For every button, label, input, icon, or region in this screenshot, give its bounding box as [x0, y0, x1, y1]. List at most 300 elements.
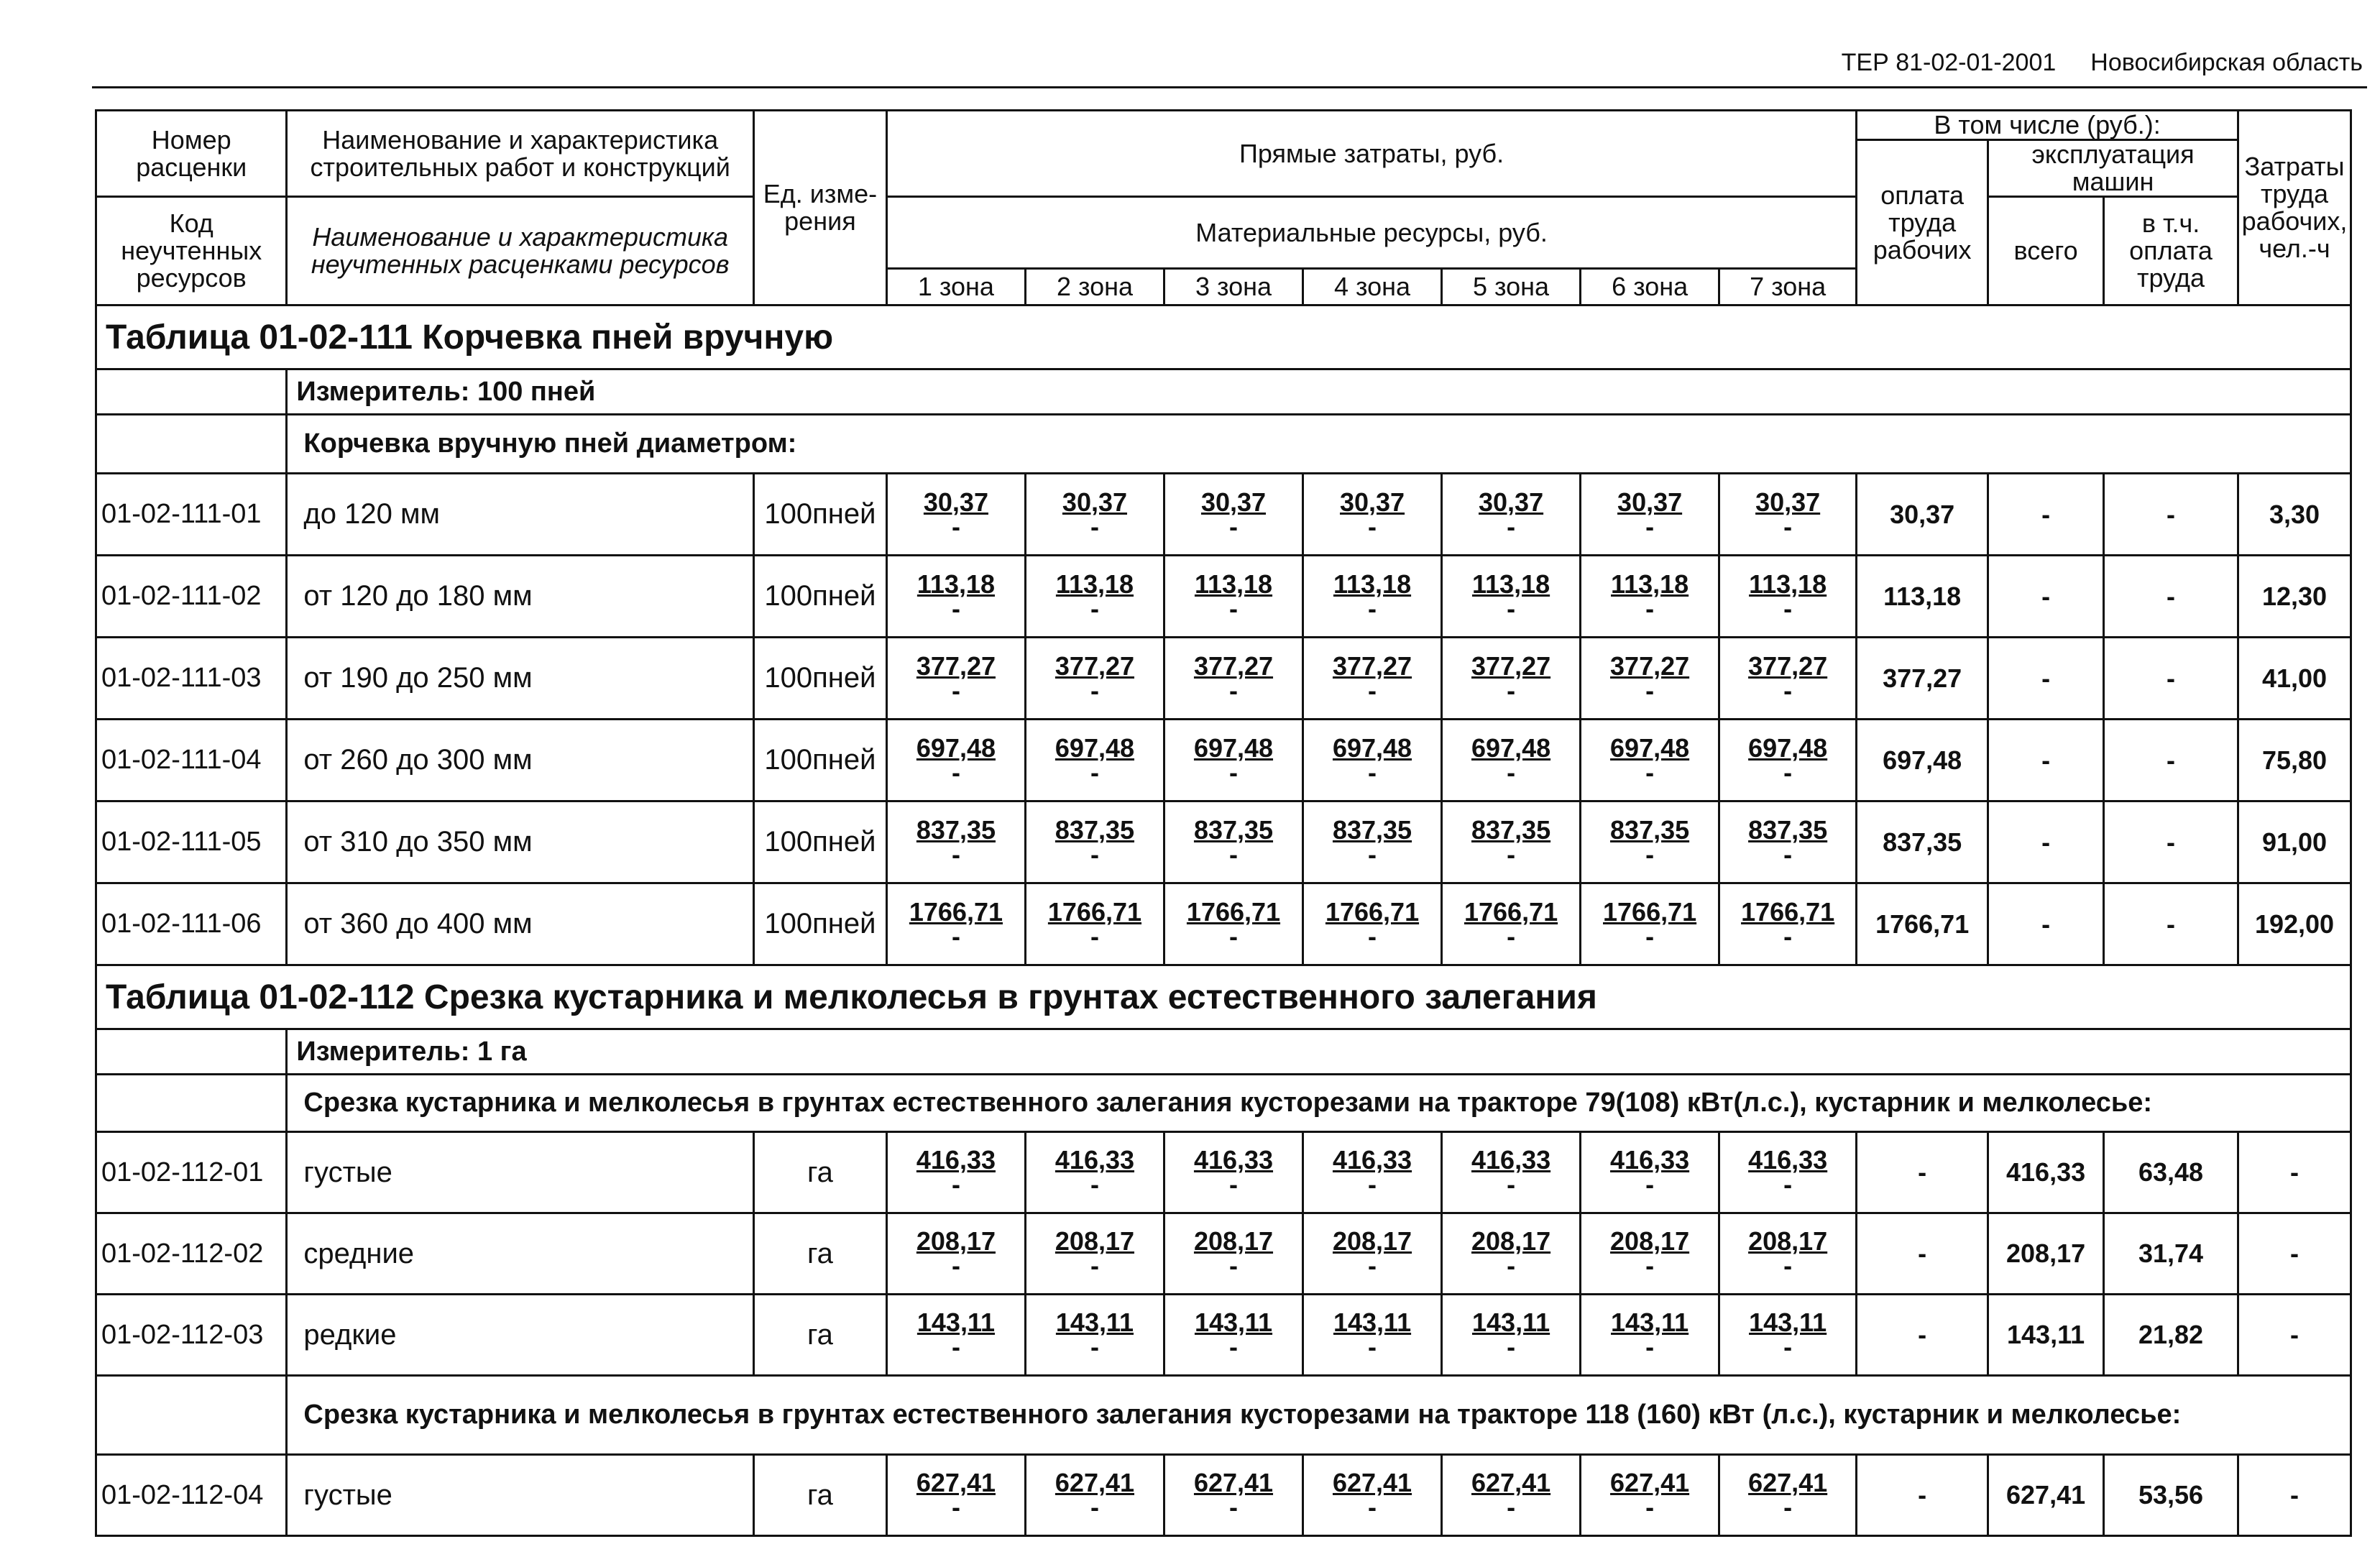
zone-sub-value: - — [1645, 1170, 1655, 1199]
rate-unit: 100пней — [753, 801, 886, 883]
labor-costs-value: - — [2238, 1213, 2351, 1295]
zone-sub-value: - — [1507, 511, 1516, 541]
zone-header: 6 зона — [1581, 269, 1719, 305]
zone-value-cell — [1442, 883, 1581, 965]
machines-total-value: - — [1988, 474, 2104, 556]
zone-value-cell — [1164, 1455, 1302, 1536]
zone-value-cell — [1719, 720, 1857, 801]
machines-labor-value: 21,82 — [2104, 1295, 2238, 1376]
zone-value: 416,33 — [916, 1145, 996, 1175]
machines-labor-value: - — [2104, 474, 2238, 556]
zone-sub-value: - — [1783, 675, 1793, 705]
table-row — [96, 1455, 2351, 1536]
zone-sub-value: - — [1645, 1492, 1655, 1522]
labor-pay-value: 30,37 — [1857, 474, 1988, 556]
zone-value: 377,27 — [1471, 651, 1551, 681]
zone-sub-value: - — [1090, 921, 1099, 951]
zone-value: 113,18 — [916, 569, 995, 599]
zone-value: 113,18 — [1055, 569, 1134, 599]
zone-value: 627,41 — [1193, 1468, 1274, 1497]
zone-sub-value: - — [951, 1492, 960, 1522]
zone-value: 1766,71 — [1047, 896, 1142, 927]
table-row — [96, 883, 2351, 965]
zone-sub-value: - — [1368, 511, 1377, 541]
col-material-resources: Материальные ресурсы, руб. — [886, 197, 1856, 269]
zone-sub-value: - — [1507, 675, 1516, 705]
zone-value: 30,37 — [1062, 487, 1128, 517]
col-direct-costs: Прямые затраты, руб. — [886, 111, 1856, 197]
zone-header: 3 зона — [1164, 269, 1302, 305]
machines-total-value: - — [1988, 720, 2104, 801]
rate-code: 01-02-111-01 — [96, 474, 287, 556]
zone-sub-value: - — [1090, 1492, 1099, 1522]
zone-value: 113,18 — [1194, 569, 1273, 599]
group-heading-row — [96, 1075, 2351, 1132]
zone-value: 837,35 — [916, 814, 996, 845]
rate-code: 01-02-111-06 — [96, 883, 287, 965]
group-heading-row — [96, 415, 2351, 474]
zone-value: 113,18 — [1472, 569, 1550, 599]
labor-costs-value: 91,00 — [2238, 801, 2351, 883]
group-heading: Корчевка вручную пней диаметром: — [287, 415, 2351, 474]
table-title: Таблица 01-02-111 Корчевка пней вручную — [96, 305, 2351, 369]
zone-value: 416,33 — [1193, 1145, 1274, 1175]
zone-value: 143,11 — [1333, 1308, 1412, 1337]
zone-value-cell — [1303, 556, 1442, 638]
zone-sub-value: - — [1229, 839, 1238, 869]
zone-sub-value: - — [1645, 1332, 1655, 1361]
empty-code-cell — [96, 1075, 287, 1132]
zone-sub-value: - — [1645, 921, 1655, 951]
zone-sub-value: - — [1783, 1170, 1793, 1199]
col-rate-number: Номер расценки — [96, 111, 287, 197]
zone-value: 416,33 — [1471, 1145, 1551, 1175]
zone-sub-value: - — [951, 1251, 960, 1280]
zone-value: 1766,71 — [909, 896, 1003, 927]
rate-name: от 190 до 250 мм — [287, 638, 754, 720]
zone-value-cell — [886, 883, 1025, 965]
zone-value: 143,11 — [1472, 1308, 1550, 1337]
zone-sub-value: - — [1645, 511, 1655, 541]
machines-total-value: - — [1988, 801, 2104, 883]
rate-name: до 120 мм — [287, 474, 754, 556]
zone-value-cell — [1581, 801, 1719, 883]
empty-code-cell — [96, 1029, 287, 1075]
zone-value-cell — [1025, 801, 1164, 883]
machines-total-value: 416,33 — [1988, 1132, 2104, 1213]
zone-value-cell — [1303, 883, 1442, 965]
zone-value-cell — [1303, 720, 1442, 801]
zone-sub-value: - — [1229, 593, 1238, 623]
zone-sub-value: - — [1090, 1251, 1099, 1280]
machines-labor-value: - — [2104, 638, 2238, 720]
zone-value: 208,17 — [1332, 1226, 1412, 1256]
rate-code: 01-02-111-03 — [96, 638, 287, 720]
zone-value-cell — [1719, 1213, 1857, 1295]
zone-value-cell — [1164, 638, 1302, 720]
zone-value: 627,41 — [916, 1468, 996, 1497]
zone-value: 113,18 — [1611, 569, 1689, 599]
zone-value-cell — [886, 1132, 1025, 1213]
zone-sub-value: - — [1507, 1492, 1516, 1522]
zone-value-cell — [886, 801, 1025, 883]
region-name: Новосибирская область — [2090, 49, 2363, 76]
labor-pay-value: 377,27 — [1857, 638, 1988, 720]
zone-value-cell — [1719, 1295, 1857, 1376]
zone-value-cell — [1303, 1132, 1442, 1213]
labor-costs-value: 192,00 — [2238, 883, 2351, 965]
zone-sub-value: - — [1368, 839, 1377, 869]
rate-unit: 100пней — [753, 638, 886, 720]
table-meter: Измеритель: 100 пней — [287, 369, 2351, 415]
zone-value-cell — [1025, 883, 1164, 965]
zone-value-cell — [1719, 883, 1857, 965]
zone-value-cell — [1164, 883, 1302, 965]
zone-sub-value: - — [1783, 1492, 1793, 1522]
machines-total-value: - — [1988, 638, 2104, 720]
zone-value: 837,35 — [1332, 814, 1412, 845]
zone-value-cell — [1719, 1455, 1857, 1536]
table-row — [96, 1295, 2351, 1376]
zone-value: 627,41 — [1471, 1468, 1551, 1497]
zone-sub-value: - — [1090, 757, 1099, 787]
zone-header: 2 зона — [1025, 269, 1164, 305]
zone-value: 837,35 — [1193, 814, 1274, 845]
rate-unit: га — [753, 1213, 886, 1295]
zone-value-cell — [886, 720, 1025, 801]
group-heading-row — [96, 1376, 2351, 1455]
page-header — [1842, 49, 2363, 77]
labor-pay-value: - — [1857, 1213, 1988, 1295]
machines-labor-value: 63,48 — [2104, 1132, 2238, 1213]
zone-value-cell — [1164, 801, 1302, 883]
zone-sub-value: - — [1229, 511, 1238, 541]
zone-value-cell — [1581, 1213, 1719, 1295]
zone-value: 143,11 — [1611, 1308, 1689, 1337]
zone-header: 1 зона — [886, 269, 1025, 305]
zone-sub-value: - — [1229, 1492, 1238, 1522]
zone-value-cell — [1164, 474, 1302, 556]
zone-sub-value: - — [1229, 1251, 1238, 1280]
zone-value: 697,48 — [1193, 732, 1274, 763]
zone-sub-value: - — [1645, 1251, 1655, 1280]
zone-sub-value: - — [1783, 1332, 1793, 1361]
zone-sub-value: - — [1368, 1332, 1377, 1361]
zone-value: 30,37 — [1479, 487, 1544, 517]
zone-value: 377,27 — [916, 651, 996, 681]
labor-costs-value: 75,80 — [2238, 720, 2351, 801]
rate-name: редкие — [287, 1295, 754, 1376]
zone-sub-value: - — [951, 593, 960, 623]
zone-sub-value: - — [1090, 593, 1099, 623]
zone-value-cell — [1025, 1295, 1164, 1376]
zone-value: 208,17 — [1471, 1226, 1551, 1256]
zone-value: 697,48 — [1748, 732, 1828, 763]
zone-value: 627,41 — [1610, 1468, 1690, 1497]
zone-value: 377,27 — [1332, 651, 1412, 681]
table-row — [96, 801, 2351, 883]
group-heading: Срезка кустарника и мелколесья в грунтах естественного залегания кусторезами на тракторе 79(108) кВт(л.с.), кустарник и мелколесье: — [287, 1075, 2351, 1132]
zone-sub-value: - — [1645, 593, 1655, 623]
zone-value-cell — [1164, 556, 1302, 638]
zone-sub-value: - — [1368, 1170, 1377, 1199]
zone-value-cell — [1442, 801, 1581, 883]
zone-value-cell — [1719, 801, 1857, 883]
zone-value: 1766,71 — [1741, 896, 1835, 927]
header-rule — [92, 86, 2367, 88]
zone-value-cell — [1719, 556, 1857, 638]
zone-value: 113,18 — [1749, 569, 1827, 599]
zone-value-cell — [1442, 474, 1581, 556]
rate-unit: 100пней — [753, 883, 886, 965]
zone-sub-value: - — [951, 921, 960, 951]
zone-value-cell — [1025, 474, 1164, 556]
col-code-unaccounted: Код неучтенных ресурсов — [96, 197, 287, 305]
zone-value-cell — [1581, 720, 1719, 801]
labor-pay-value: - — [1857, 1295, 1988, 1376]
machines-total-value: 143,11 — [1988, 1295, 2104, 1376]
labor-pay-value: 697,48 — [1857, 720, 1988, 801]
zone-value-cell — [1442, 638, 1581, 720]
zone-sub-value: - — [1507, 1170, 1516, 1199]
col-name-unaccounted: Наименование и характеристика неучтенных расценками ресурсов — [287, 197, 754, 305]
zone-value: 377,27 — [1610, 651, 1690, 681]
machines-labor-value: - — [2104, 883, 2238, 965]
machines-labor-value: - — [2104, 801, 2238, 883]
machines-labor-value: - — [2104, 720, 2238, 801]
zone-sub-value: - — [951, 757, 960, 787]
zone-value: 143,11 — [916, 1308, 995, 1337]
zone-value-cell — [1719, 474, 1857, 556]
zone-value: 377,27 — [1055, 651, 1135, 681]
col-labor-costs: Затраты труда рабочих, чел.-ч — [2238, 111, 2351, 305]
rate-name: густые — [287, 1455, 754, 1536]
zone-value-cell — [1442, 1455, 1581, 1536]
rate-unit: 100пней — [753, 720, 886, 801]
empty-code-cell — [96, 369, 287, 415]
zone-value-cell — [1164, 1132, 1302, 1213]
zone-sub-value: - — [951, 675, 960, 705]
zone-value-cell — [1303, 638, 1442, 720]
zone-value: 697,48 — [1055, 732, 1135, 763]
zone-sub-value: - — [1783, 921, 1793, 951]
zone-value-cell — [1025, 1455, 1164, 1536]
labor-costs-value: - — [2238, 1455, 2351, 1536]
zone-value-cell — [886, 474, 1025, 556]
zone-value-cell — [1442, 1132, 1581, 1213]
labor-costs-value: - — [2238, 1295, 2351, 1376]
machines-total-value: 208,17 — [1988, 1213, 2104, 1295]
zone-sub-value: - — [1229, 757, 1238, 787]
zone-value: 837,35 — [1471, 814, 1551, 845]
zone-sub-value: - — [1229, 675, 1238, 705]
rate-name: от 310 до 350 мм — [287, 801, 754, 883]
rate-code: 01-02-111-05 — [96, 801, 287, 883]
table-row — [96, 720, 2351, 801]
zone-value: 416,33 — [1748, 1145, 1828, 1175]
zone-value-cell — [1303, 474, 1442, 556]
zone-value: 143,11 — [1055, 1308, 1134, 1337]
zone-value-cell — [1581, 556, 1719, 638]
labor-costs-value: 3,30 — [2238, 474, 2351, 556]
zone-sub-value: - — [1507, 839, 1516, 869]
rate-code: 01-02-112-02 — [96, 1213, 287, 1295]
zone-header: 5 зона — [1442, 269, 1581, 305]
labor-pay-value: 1766,71 — [1857, 883, 1988, 965]
zone-value: 416,33 — [1332, 1145, 1412, 1175]
zone-sub-value: - — [1368, 1492, 1377, 1522]
zone-value: 208,17 — [1748, 1226, 1828, 1256]
zone-value-cell — [1303, 801, 1442, 883]
zone-sub-value: - — [1368, 921, 1377, 951]
zone-value-cell — [1442, 1295, 1581, 1376]
zone-value-cell — [886, 638, 1025, 720]
zone-sub-value: - — [1090, 839, 1099, 869]
zone-sub-value: - — [1090, 675, 1099, 705]
rate-code: 01-02-112-01 — [96, 1132, 287, 1213]
zone-value: 627,41 — [1332, 1468, 1412, 1497]
zone-value-cell — [1442, 556, 1581, 638]
table-title: Таблица 01-02-112 Срезка кустарника и мелколесья в грунтах естественного залегания — [96, 965, 2351, 1029]
rate-code: 01-02-112-03 — [96, 1295, 287, 1376]
zone-value: 1766,71 — [1603, 896, 1697, 927]
labor-pay-value: - — [1857, 1455, 1988, 1536]
zone-value-cell — [1025, 638, 1164, 720]
zone-sub-value: - — [1783, 1251, 1793, 1280]
table-title-row — [96, 965, 2351, 1029]
labor-pay-value: - — [1857, 1132, 1988, 1213]
zone-sub-value: - — [1368, 675, 1377, 705]
zone-value-cell — [1303, 1213, 1442, 1295]
zone-value: 697,48 — [1610, 732, 1690, 763]
zone-value: 416,33 — [1610, 1145, 1690, 1175]
table-row — [96, 474, 2351, 556]
labor-costs-value: 12,30 — [2238, 556, 2351, 638]
machines-labor-value: 31,74 — [2104, 1213, 2238, 1295]
zone-value: 837,35 — [1055, 814, 1135, 845]
zone-value: 30,37 — [1200, 487, 1267, 517]
zone-value: 208,17 — [916, 1226, 996, 1256]
zone-sub-value: - — [1783, 757, 1793, 787]
zone-value: 1766,71 — [1325, 896, 1420, 927]
zone-value: 143,11 — [1194, 1308, 1273, 1337]
machines-labor-value: - — [2104, 556, 2238, 638]
zone-sub-value: - — [1645, 675, 1655, 705]
col-machines: эксплуатация машин — [1988, 140, 2238, 197]
rates-table — [95, 109, 2352, 1537]
zone-sub-value: - — [1507, 757, 1516, 787]
table-meter-row — [96, 369, 2351, 415]
zone-value: 627,41 — [1748, 1468, 1828, 1497]
zone-sub-value: - — [1090, 1332, 1099, 1361]
zone-sub-value: - — [1783, 593, 1793, 623]
rate-code: 01-02-111-02 — [96, 556, 287, 638]
zone-value-cell — [1025, 1213, 1164, 1295]
zone-value: 30,37 — [1755, 487, 1821, 517]
zone-sub-value: - — [951, 1170, 960, 1199]
table-row — [96, 556, 2351, 638]
zone-value-cell — [1581, 1455, 1719, 1536]
zone-value-cell — [1025, 1132, 1164, 1213]
zone-sub-value: - — [1229, 921, 1238, 951]
rate-code: 01-02-111-04 — [96, 720, 287, 801]
zone-sub-value: - — [1368, 593, 1377, 623]
zone-value-cell — [1581, 1132, 1719, 1213]
zone-value-cell — [1303, 1295, 1442, 1376]
table-row — [96, 638, 2351, 720]
rate-unit: 100пней — [753, 474, 886, 556]
col-labor-pay: оплата труда рабочих — [1857, 140, 1988, 305]
zone-value: 837,35 — [1610, 814, 1690, 845]
zone-value: 208,17 — [1610, 1226, 1690, 1256]
zone-sub-value: - — [951, 839, 960, 869]
zone-sub-value: - — [1507, 1251, 1516, 1280]
col-unit: Ед. изме-рения — [753, 111, 886, 305]
zone-sub-value: - — [1783, 839, 1793, 869]
zone-sub-value: - — [1507, 921, 1516, 951]
zone-sub-value: - — [1783, 511, 1793, 541]
rate-unit: 100пней — [753, 556, 886, 638]
zone-value-cell — [1164, 1295, 1302, 1376]
machines-total-value: 627,41 — [1988, 1455, 2104, 1536]
zone-value: 113,18 — [1333, 569, 1412, 599]
machines-total-value: - — [1988, 883, 2104, 965]
col-including: В том числе (руб.): — [1857, 111, 2238, 140]
table-row — [96, 1132, 2351, 1213]
zone-value-cell — [1025, 556, 1164, 638]
zone-value: 416,33 — [1055, 1145, 1135, 1175]
zone-value: 1766,71 — [1186, 896, 1281, 927]
labor-costs-value: 41,00 — [2238, 638, 2351, 720]
col-machines-labor: в т.ч. оплата труда — [2104, 197, 2238, 305]
zone-header: 4 зона — [1303, 269, 1442, 305]
rate-code: 01-02-112-04 — [96, 1455, 287, 1536]
table-title-row — [96, 305, 2351, 369]
table-meter-row — [96, 1029, 2351, 1075]
zone-sub-value: - — [951, 511, 960, 541]
zone-sub-value: - — [1507, 593, 1516, 623]
table-row — [96, 1213, 2351, 1295]
zone-value: 837,35 — [1748, 814, 1828, 845]
document-code: ТЕР 81-02-01-2001 — [1841, 49, 2057, 76]
rate-name: от 360 до 400 мм — [287, 883, 754, 965]
zone-sub-value: - — [1090, 511, 1099, 541]
table-meter: Измеритель: 1 га — [287, 1029, 2351, 1075]
zone-sub-value: - — [1229, 1170, 1238, 1199]
zone-value-cell — [1442, 1213, 1581, 1295]
zone-value-cell — [1303, 1455, 1442, 1536]
empty-code-cell — [96, 415, 287, 474]
zone-header: 7 зона — [1719, 269, 1857, 305]
zone-value: 30,37 — [923, 487, 988, 517]
zone-value: 30,37 — [1339, 487, 1405, 517]
zone-value-cell — [1719, 638, 1857, 720]
labor-pay-value: 113,18 — [1857, 556, 1988, 638]
zone-sub-value: - — [951, 1332, 960, 1361]
zone-value: 1766,71 — [1464, 896, 1558, 927]
rate-unit: га — [753, 1132, 886, 1213]
empty-code-cell — [96, 1376, 287, 1455]
rate-name: густые — [287, 1132, 754, 1213]
rate-name: средние — [287, 1213, 754, 1295]
zone-sub-value: - — [1645, 839, 1655, 869]
zone-value: 30,37 — [1617, 487, 1683, 517]
labor-costs-value: - — [2238, 1132, 2351, 1213]
zone-value: 627,41 — [1055, 1468, 1135, 1497]
zone-sub-value: - — [1507, 1332, 1516, 1361]
zone-value: 697,48 — [916, 732, 996, 763]
zone-value-cell — [1164, 1213, 1302, 1295]
